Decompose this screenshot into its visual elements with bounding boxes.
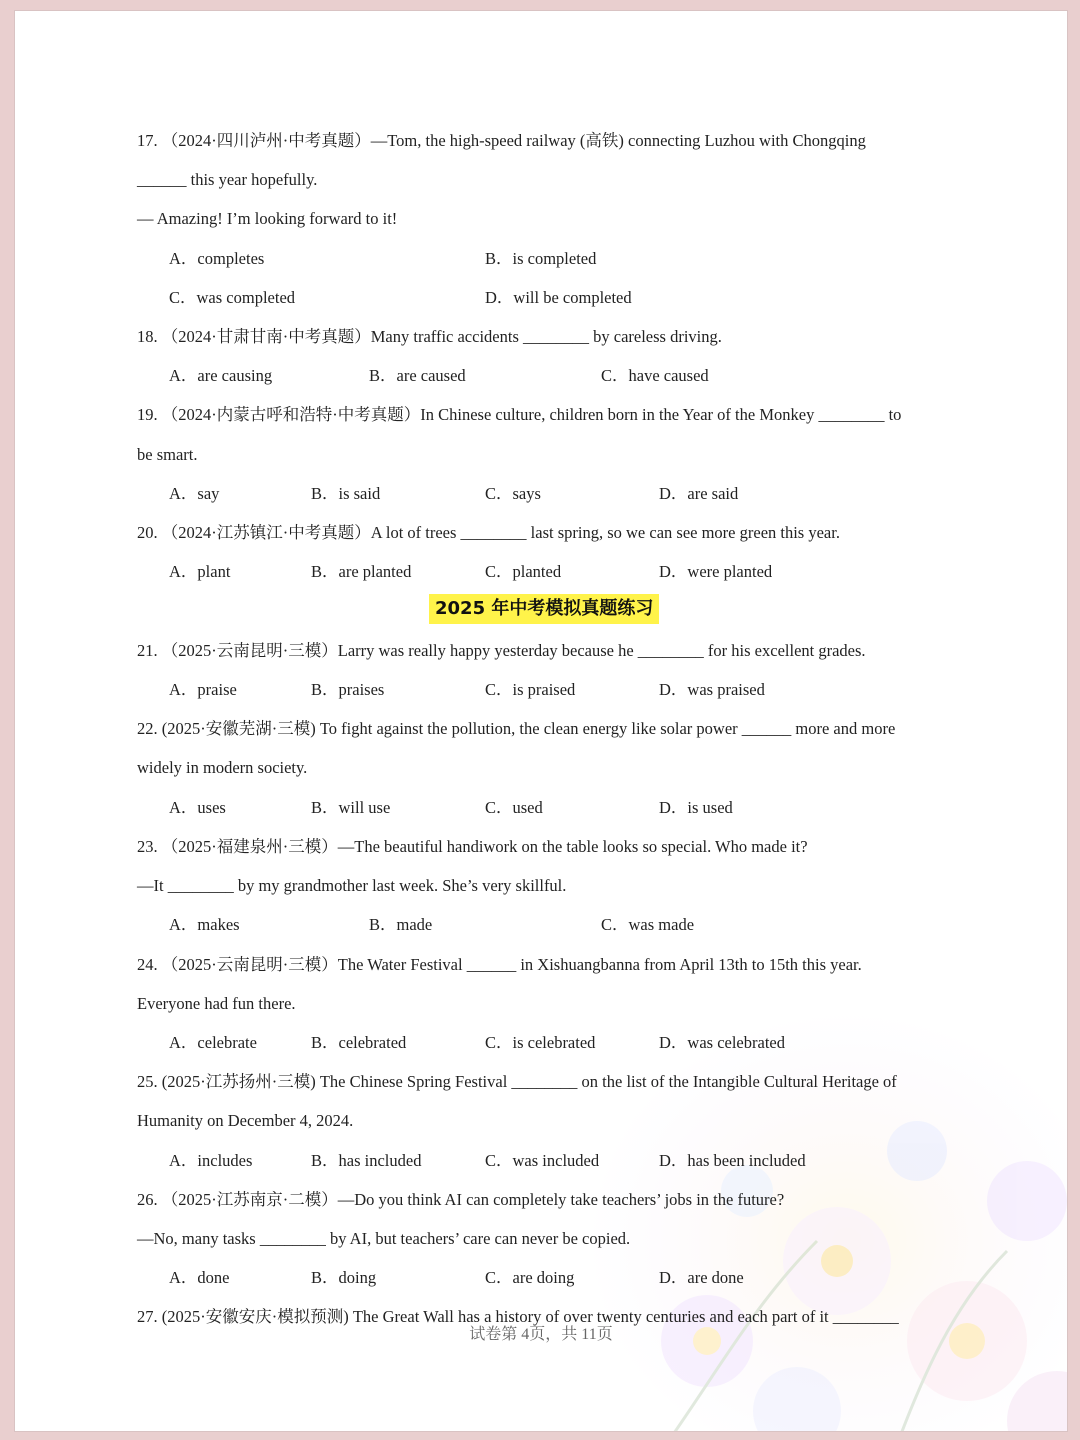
- section-title: 2025 年中考模拟真题练习: [429, 594, 659, 624]
- q26-option-d: D．are done: [659, 1268, 744, 1287]
- q20-option-a: A．plant: [169, 562, 231, 581]
- q24-option-a: A．celebrate: [169, 1033, 257, 1052]
- question-24-line-1: 24. （2025·云南昆明·三模）The Water Festival ______ in Xishuangbanna from April 13th to 15th this year.: [137, 955, 862, 974]
- q21-option-b: B．praises: [311, 680, 385, 699]
- question-17-line-1: 17. （2024·四川泸州·中考真题）—Tom, the high-speed railway (高铁) connecting Luzhou with Chongqing: [137, 131, 866, 150]
- question-26-line-1: 26. （2025·江苏南京·二模）—Do you think AI can completely take teachers’ jobs in the future?: [137, 1190, 785, 1209]
- question-19-line-1: 19. （2024·内蒙古呼和浩特·中考真题）In Chinese culture, children born in the Year of the Monkey ________ to: [137, 405, 902, 424]
- q17-option-d: D．will be completed: [485, 288, 632, 307]
- question-19-line-2: be smart.: [137, 445, 198, 464]
- q19-option-a: A．say: [169, 484, 220, 503]
- question-25-line-2: Humanity on December 4, 2024.: [137, 1111, 354, 1130]
- q21-option-c: C．is praised: [485, 680, 576, 699]
- q18-option-a: A．are causing: [169, 366, 273, 385]
- q26-option-a: A．done: [169, 1268, 230, 1287]
- q20-option-c: C．planted: [485, 562, 562, 581]
- question-24-line-2: Everyone had fun there.: [137, 994, 296, 1013]
- question-22-line-1: 22. (2025·安徽芜湖·三模) To fight against the pollution, the clean energy like solar power ______ more and more: [137, 719, 896, 738]
- q24-option-b: B．celebrated: [311, 1033, 407, 1052]
- q17-option-b: B．is completed: [485, 249, 597, 268]
- q17-option-c: C．was completed: [169, 288, 296, 307]
- q18-option-b: B．are caused: [369, 366, 466, 385]
- q20-option-d: D．were planted: [659, 562, 773, 581]
- question-17-line-2: ______ this year hopefully.: [137, 170, 318, 189]
- question-27-line-1: 27. (2025·安徽安庆·模拟预测) The Great Wall has a history of over twenty centuries and each part of it ________: [137, 1307, 899, 1326]
- question-17-line-3: — Amazing! I’m looking forward to it!: [137, 209, 398, 228]
- question-18-line-1: 18. （2024·甘肃甘南·中考真题）Many traffic accidents ________ by careless driving.: [137, 327, 722, 346]
- q21-option-d: D．was praised: [659, 680, 765, 699]
- question-21-line-1: 21. （2025·云南昆明·三模）Larry was really happy yesterday because he ________ for his excellent grades.: [137, 641, 866, 660]
- q24-option-c: C．is celebrated: [485, 1033, 596, 1052]
- q25-option-b: B．has included: [311, 1151, 422, 1170]
- question-20-line-1: 20. （2024·江苏镇江·中考真题）A lot of trees ________ last spring, so we can see more green this year.: [137, 523, 840, 542]
- q19-option-c: C．says: [485, 484, 541, 503]
- question-25-line-1: 25. (2025·江苏扬州·三模) The Chinese Spring Festival ________ on the list of the Intangible Cultural Heritage of: [137, 1072, 897, 1091]
- q19-option-b: B．is said: [311, 484, 381, 503]
- q26-option-b: B．doing: [311, 1268, 377, 1287]
- question-23-line-1: 23. （2025·福建泉州·三模）—The beautiful handiwork on the table looks so special. Who made it?: [137, 837, 808, 856]
- q23-option-c: C．was made: [601, 915, 695, 934]
- q18-option-c: C．have caused: [601, 366, 709, 385]
- q25-option-c: C．was included: [485, 1151, 600, 1170]
- q21-option-a: A．praise: [169, 680, 237, 699]
- q20-option-b: B．are planted: [311, 562, 412, 581]
- q19-option-d: D．are said: [659, 484, 739, 503]
- q23-option-a: A．makes: [169, 915, 240, 934]
- q23-option-b: B．made: [369, 915, 433, 934]
- q22-option-c: C．used: [485, 798, 543, 817]
- q22-option-b: B．will use: [311, 798, 391, 817]
- q22-option-a: A．uses: [169, 798, 226, 817]
- question-26-line-2: —No, many tasks ________ by AI, but teachers’ care can never be copied.: [137, 1229, 631, 1248]
- q22-option-d: D．is used: [659, 798, 733, 817]
- q17-option-a: A．completes: [169, 249, 265, 268]
- question-23-line-2: —It ________ by my grandmother last week. She’s very skillful.: [137, 876, 567, 895]
- page: [14, 10, 1068, 1432]
- q26-option-c: C．are doing: [485, 1268, 575, 1287]
- page-footer: 试卷第 4页，共 11页: [469, 1326, 613, 1343]
- q25-option-d: D．has been included: [659, 1151, 806, 1170]
- q25-option-a: A．includes: [169, 1151, 253, 1170]
- q24-option-d: D．was celebrated: [659, 1033, 785, 1052]
- question-22-line-2: widely in modern society.: [137, 758, 308, 777]
